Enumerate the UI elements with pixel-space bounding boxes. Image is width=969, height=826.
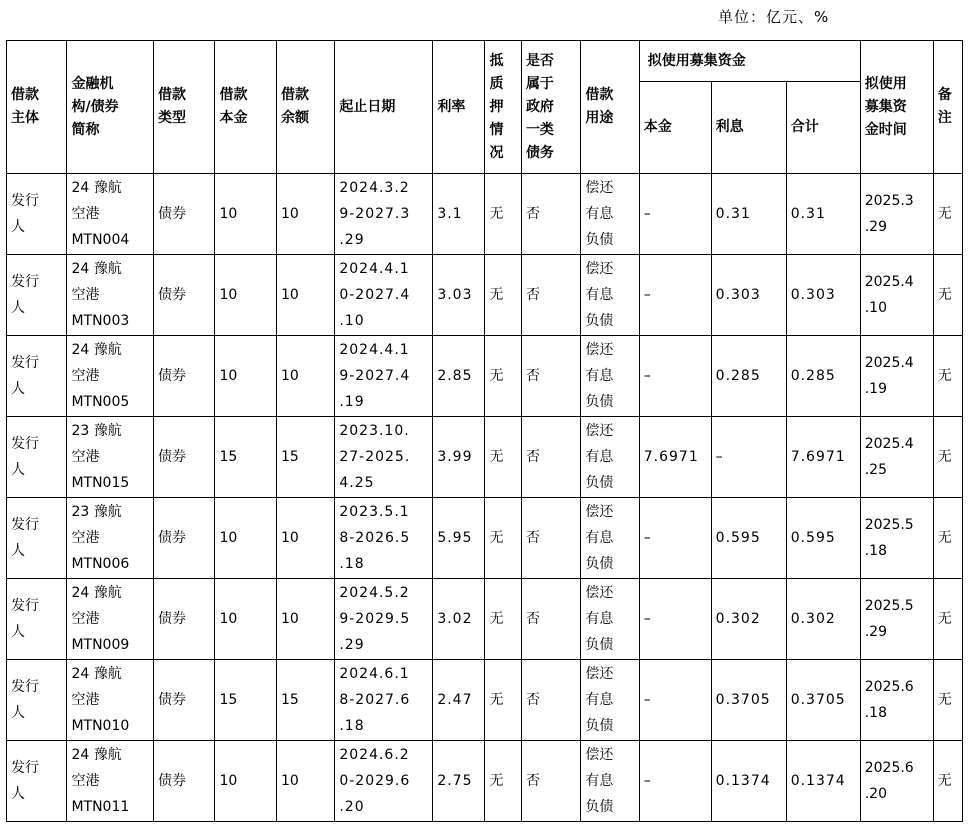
cell-planned-time: 2025.6 .18 — [860, 660, 933, 741]
cell-institution: 23 豫航 空港 MTN006 — [67, 498, 154, 579]
cell-planned-principal: – — [639, 741, 711, 822]
cell-use: 偿还 有息 负债 — [581, 741, 639, 822]
table-row — [7, 579, 963, 660]
header-borrower: 借款 主体 — [7, 41, 67, 174]
cell-principal: 10 — [215, 174, 277, 255]
cell-gov-debt: 否 — [521, 579, 580, 660]
cell-planned-time: 2025.5 .18 — [860, 498, 933, 579]
cell-use: 偿还 有息 负债 — [581, 417, 639, 498]
cell-borrower: 发行 人 — [7, 255, 67, 336]
cell-borrower: 发行 人 — [7, 336, 67, 417]
cell-loan-type: 债券 — [153, 579, 215, 660]
header-loan-type: 借款 类型 — [153, 41, 215, 174]
cell-rate: 5.95 — [433, 498, 485, 579]
cell-balance: 10 — [276, 174, 334, 255]
cell-loan-type: 债券 — [153, 417, 215, 498]
cell-use: 偿还 有息 负债 — [581, 660, 639, 741]
cell-planned-interest: 0.1374 — [711, 741, 786, 822]
cell-planned-interest: – — [711, 417, 786, 498]
cell-planned-total: 0.595 — [786, 498, 860, 579]
cell-use: 偿还 有息 负债 — [581, 174, 639, 255]
cell-gov-debt: 否 — [521, 336, 580, 417]
cell-gov-debt: 否 — [521, 498, 580, 579]
header-planned-funds: 拟使用募集资金 — [639, 41, 860, 82]
cell-principal: 10 — [215, 579, 277, 660]
unit-label: 单位：亿元、% — [718, 8, 830, 26]
cell-period: 2023.10. 27-2025. 4.25 — [335, 417, 433, 498]
cell-balance: 10 — [276, 255, 334, 336]
table-row — [7, 336, 963, 417]
cell-planned-principal: – — [639, 579, 711, 660]
cell-planned-time: 2025.4 .19 — [860, 336, 933, 417]
cell-remark: 无 — [933, 174, 962, 255]
cell-borrower: 发行 人 — [7, 741, 67, 822]
cell-borrower: 发行 人 — [7, 660, 67, 741]
cell-institution: 24 豫航 空港 MTN004 — [67, 174, 154, 255]
header-planned-time: 拟使用 募集资 金时间 — [860, 41, 933, 174]
cell-principal: 15 — [215, 660, 277, 741]
table-row — [7, 498, 963, 579]
cell-planned-interest: 0.3705 — [711, 660, 786, 741]
header-institution: 金融机 构/债券 简称 — [67, 41, 154, 174]
cell-balance: 10 — [276, 498, 334, 579]
cell-collateral: 无 — [485, 741, 521, 822]
header-gov-debt: 是否 属于 政府 一类 债务 — [521, 41, 580, 174]
cell-loan-type: 债券 — [153, 498, 215, 579]
table-body — [7, 174, 963, 822]
cell-balance: 10 — [276, 741, 334, 822]
table-row — [7, 255, 963, 336]
cell-planned-total: 0.1374 — [786, 741, 860, 822]
cell-balance: 10 — [276, 336, 334, 417]
cell-principal: 15 — [215, 417, 277, 498]
cell-gov-debt: 否 — [521, 660, 580, 741]
cell-use: 偿还 有息 负债 — [581, 336, 639, 417]
cell-planned-interest: 0.302 — [711, 579, 786, 660]
cell-remark: 无 — [933, 498, 962, 579]
cell-remark: 无 — [933, 255, 962, 336]
cell-rate: 3.1 — [433, 174, 485, 255]
cell-period: 2024.5.2 9-2029.5 .29 — [335, 579, 433, 660]
cell-collateral: 无 — [485, 579, 521, 660]
cell-remark: 无 — [933, 741, 962, 822]
cell-planned-total: 0.303 — [786, 255, 860, 336]
cell-remark: 无 — [933, 417, 962, 498]
cell-collateral: 无 — [485, 174, 521, 255]
cell-planned-total: 0.302 — [786, 579, 860, 660]
cell-borrower: 发行 人 — [7, 417, 67, 498]
cell-planned-principal: – — [639, 498, 711, 579]
cell-principal: 10 — [215, 741, 277, 822]
cell-use: 偿还 有息 负债 — [581, 255, 639, 336]
cell-period: 2024.3.2 9-2027.3 .29 — [335, 174, 433, 255]
cell-borrower: 发行 人 — [7, 174, 67, 255]
cell-loan-type: 债券 — [153, 174, 215, 255]
cell-collateral: 无 — [485, 660, 521, 741]
cell-planned-principal: – — [639, 336, 711, 417]
cell-planned-time: 2025.4 .25 — [860, 417, 933, 498]
header-balance: 借款 余额 — [276, 41, 334, 174]
cell-collateral: 无 — [485, 336, 521, 417]
header-period: 起止日期 — [335, 41, 433, 174]
cell-planned-time: 2025.3 .29 — [860, 174, 933, 255]
debt-table — [6, 40, 963, 822]
cell-institution: 24 豫航 空港 MTN005 — [67, 336, 154, 417]
header-collateral: 抵 质 押 情 况 — [485, 41, 521, 174]
cell-balance: 15 — [276, 417, 334, 498]
cell-use: 偿还 有息 负债 — [581, 579, 639, 660]
header-remark: 备 注 — [933, 41, 962, 174]
cell-principal: 10 — [215, 498, 277, 579]
cell-planned-total: 0.285 — [786, 336, 860, 417]
cell-rate: 2.85 — [433, 336, 485, 417]
cell-institution: 24 豫航 空港 MTN011 — [67, 741, 154, 822]
cell-planned-interest: 0.595 — [711, 498, 786, 579]
table-row — [7, 741, 963, 822]
cell-planned-principal: 7.6971 — [639, 417, 711, 498]
table-row — [7, 660, 963, 741]
cell-planned-time: 2025.6 .20 — [860, 741, 933, 822]
table-row — [7, 174, 963, 255]
cell-gov-debt: 否 — [521, 255, 580, 336]
cell-balance: 15 — [276, 660, 334, 741]
cell-principal: 10 — [215, 255, 277, 336]
cell-remark: 无 — [933, 660, 962, 741]
cell-planned-total: 0.31 — [786, 174, 860, 255]
cell-institution: 24 豫航 空港 MTN003 — [67, 255, 154, 336]
cell-rate: 3.03 — [433, 255, 485, 336]
header-planned-principal: 本金 — [639, 82, 711, 174]
cell-institution: 23 豫航 空港 MTN015 — [67, 417, 154, 498]
cell-planned-time: 2025.4 .10 — [860, 255, 933, 336]
cell-borrower: 发行 人 — [7, 579, 67, 660]
cell-loan-type: 债券 — [153, 255, 215, 336]
cell-planned-interest: 0.285 — [711, 336, 786, 417]
cell-gov-debt: 否 — [521, 174, 580, 255]
cell-planned-principal: – — [639, 255, 711, 336]
cell-collateral: 无 — [485, 417, 521, 498]
cell-loan-type: 债券 — [153, 336, 215, 417]
cell-planned-total: 0.3705 — [786, 660, 860, 741]
cell-rate: 2.75 — [433, 741, 485, 822]
cell-borrower: 发行 人 — [7, 498, 67, 579]
cell-use: 偿还 有息 负债 — [581, 498, 639, 579]
cell-loan-type: 债券 — [153, 741, 215, 822]
cell-collateral: 无 — [485, 498, 521, 579]
cell-rate: 2.47 — [433, 660, 485, 741]
cell-remark: 无 — [933, 579, 962, 660]
header-planned-interest: 利息 — [711, 82, 786, 174]
cell-principal: 10 — [215, 336, 277, 417]
header-rate: 利率 — [433, 41, 485, 174]
cell-planned-total: 7.6971 — [786, 417, 860, 498]
cell-rate: 3.02 — [433, 579, 485, 660]
cell-loan-type: 债券 — [153, 660, 215, 741]
cell-period: 2024.6.1 8-2027.6 .18 — [335, 660, 433, 741]
header-planned-total: 合计 — [786, 82, 860, 174]
table-row — [7, 417, 963, 498]
cell-period: 2024.4.1 9-2027.4 .19 — [335, 336, 433, 417]
cell-balance: 10 — [276, 579, 334, 660]
cell-period: 2024.6.2 0-2029.6 .20 — [335, 741, 433, 822]
header-principal: 借款 本金 — [215, 41, 277, 174]
cell-planned-interest: 0.31 — [711, 174, 786, 255]
cell-period: 2024.4.1 0-2027.4 .10 — [335, 255, 433, 336]
cell-institution: 24 豫航 空港 MTN010 — [67, 660, 154, 741]
cell-planned-principal: – — [639, 660, 711, 741]
header-use: 借款 用途 — [581, 41, 639, 174]
cell-institution: 24 豫航 空港 MTN009 — [67, 579, 154, 660]
cell-collateral: 无 — [485, 255, 521, 336]
cell-rate: 3.99 — [433, 417, 485, 498]
cell-planned-time: 2025.5 .29 — [860, 579, 933, 660]
cell-planned-interest: 0.303 — [711, 255, 786, 336]
cell-planned-principal: – — [639, 174, 711, 255]
cell-gov-debt: 否 — [521, 417, 580, 498]
cell-period: 2023.5.1 8-2026.5 .18 — [335, 498, 433, 579]
cell-gov-debt: 否 — [521, 741, 580, 822]
cell-remark: 无 — [933, 336, 962, 417]
header-row-1 — [7, 41, 963, 82]
